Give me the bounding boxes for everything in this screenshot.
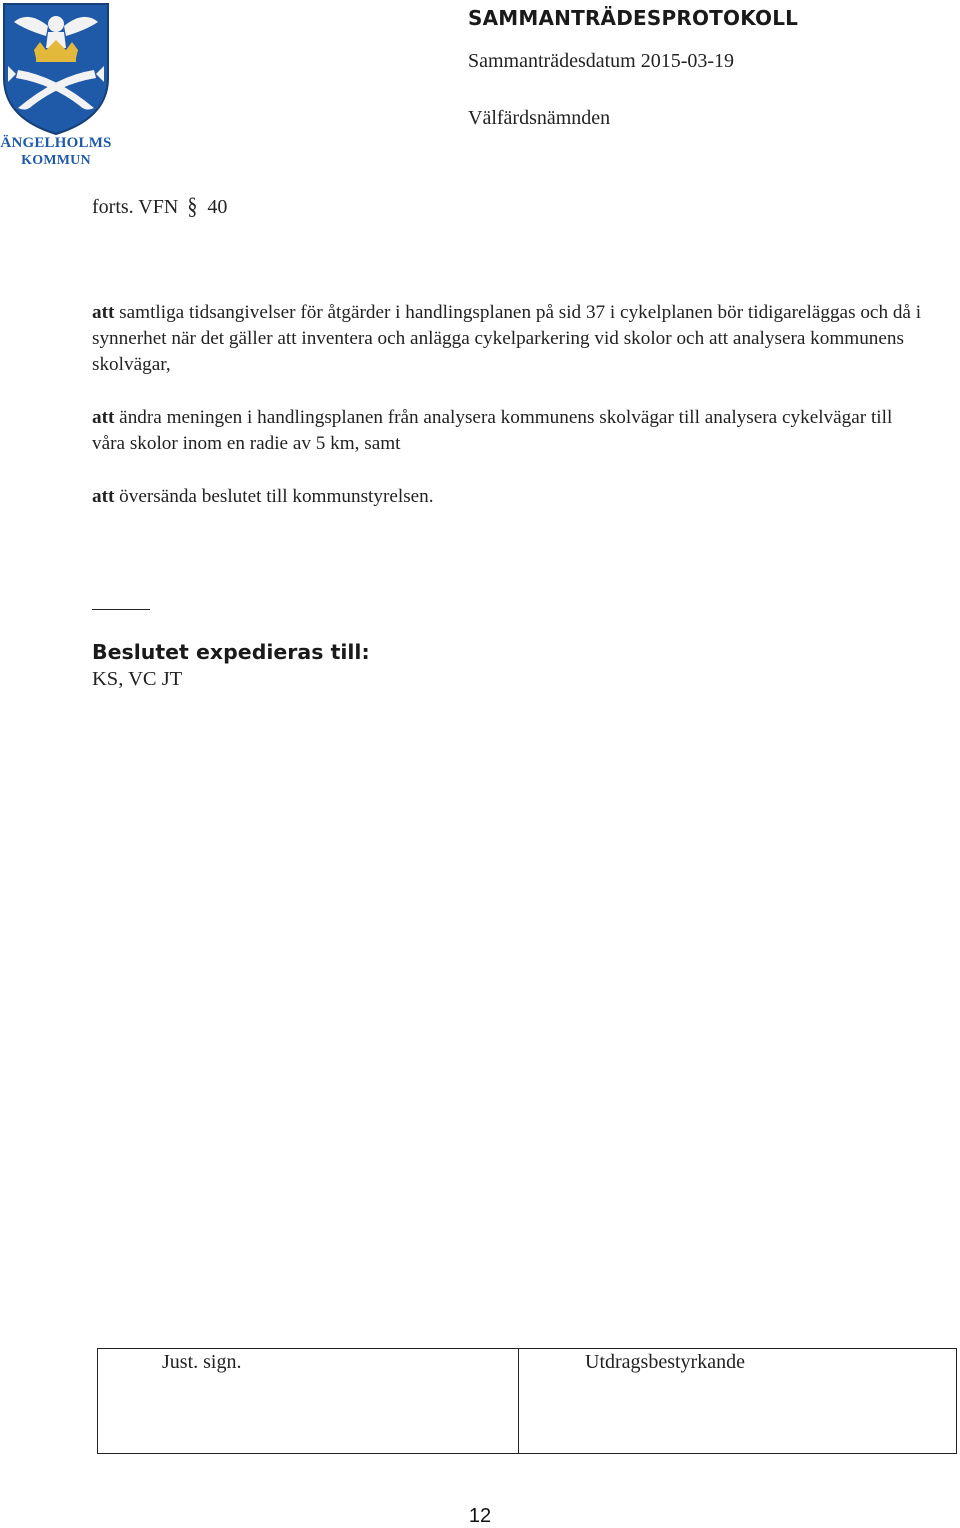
section-prefix: forts. VFN [92,196,179,218]
page-number: 12 [468,1505,492,1527]
board-name: Välfärdsnämnden [468,107,611,129]
document-title: SAMMANTRÄDESPROTOKOLL [468,6,799,30]
signature-cell-utdrag [519,1349,956,1453]
section-sign: § [187,193,198,221]
section-number: 40 [207,196,228,218]
signature-cell-justering [98,1349,519,1453]
expedition-recipients: KS, VC JT [92,668,183,690]
keyword-att: att [92,407,115,428]
paragraph-text: ändra meningen i handlingsplanen från analysera kommunens skolvägar till analysera cykelvägar till våra skolor inom en radie av 5 km, samt [92,407,893,454]
meeting-date: Sammanträdesdatum 2015-03-19 [468,50,735,72]
signature-box [97,1348,957,1454]
decision-paragraph-1 [92,300,922,378]
municipality-logo [0,0,112,170]
paragraph-text: översända beslutet till kommunstyrelsen. [114,486,434,507]
expedition-heading: Beslutet expedieras till: [92,640,370,664]
logo-text-line1: ÄNGELHOLMS [0,135,112,151]
logo-text-line2: KOMMUN [21,153,91,168]
coat-of-arms-icon [0,0,112,136]
decision-paragraph-3 [92,484,922,510]
justering-label: Just. sign. [162,1351,242,1373]
paragraph-text: samtliga tidsangivelser för åtgärder i handlingsplanen på sid 37 i cykelplanen bör tidigareläggas och då i synnerhet när det gäller att inventera och anlägga cykelparkering vid skolor och att analysera kommunens skolvägar, [92,302,922,375]
section-reference [92,193,228,221]
utdrag-label: Utdragsbestyrkande [585,1351,745,1373]
keyword-att: att [92,302,115,323]
divider-rule [92,609,150,610]
keyword-att: att [92,486,115,507]
decision-paragraph-2 [92,405,922,457]
